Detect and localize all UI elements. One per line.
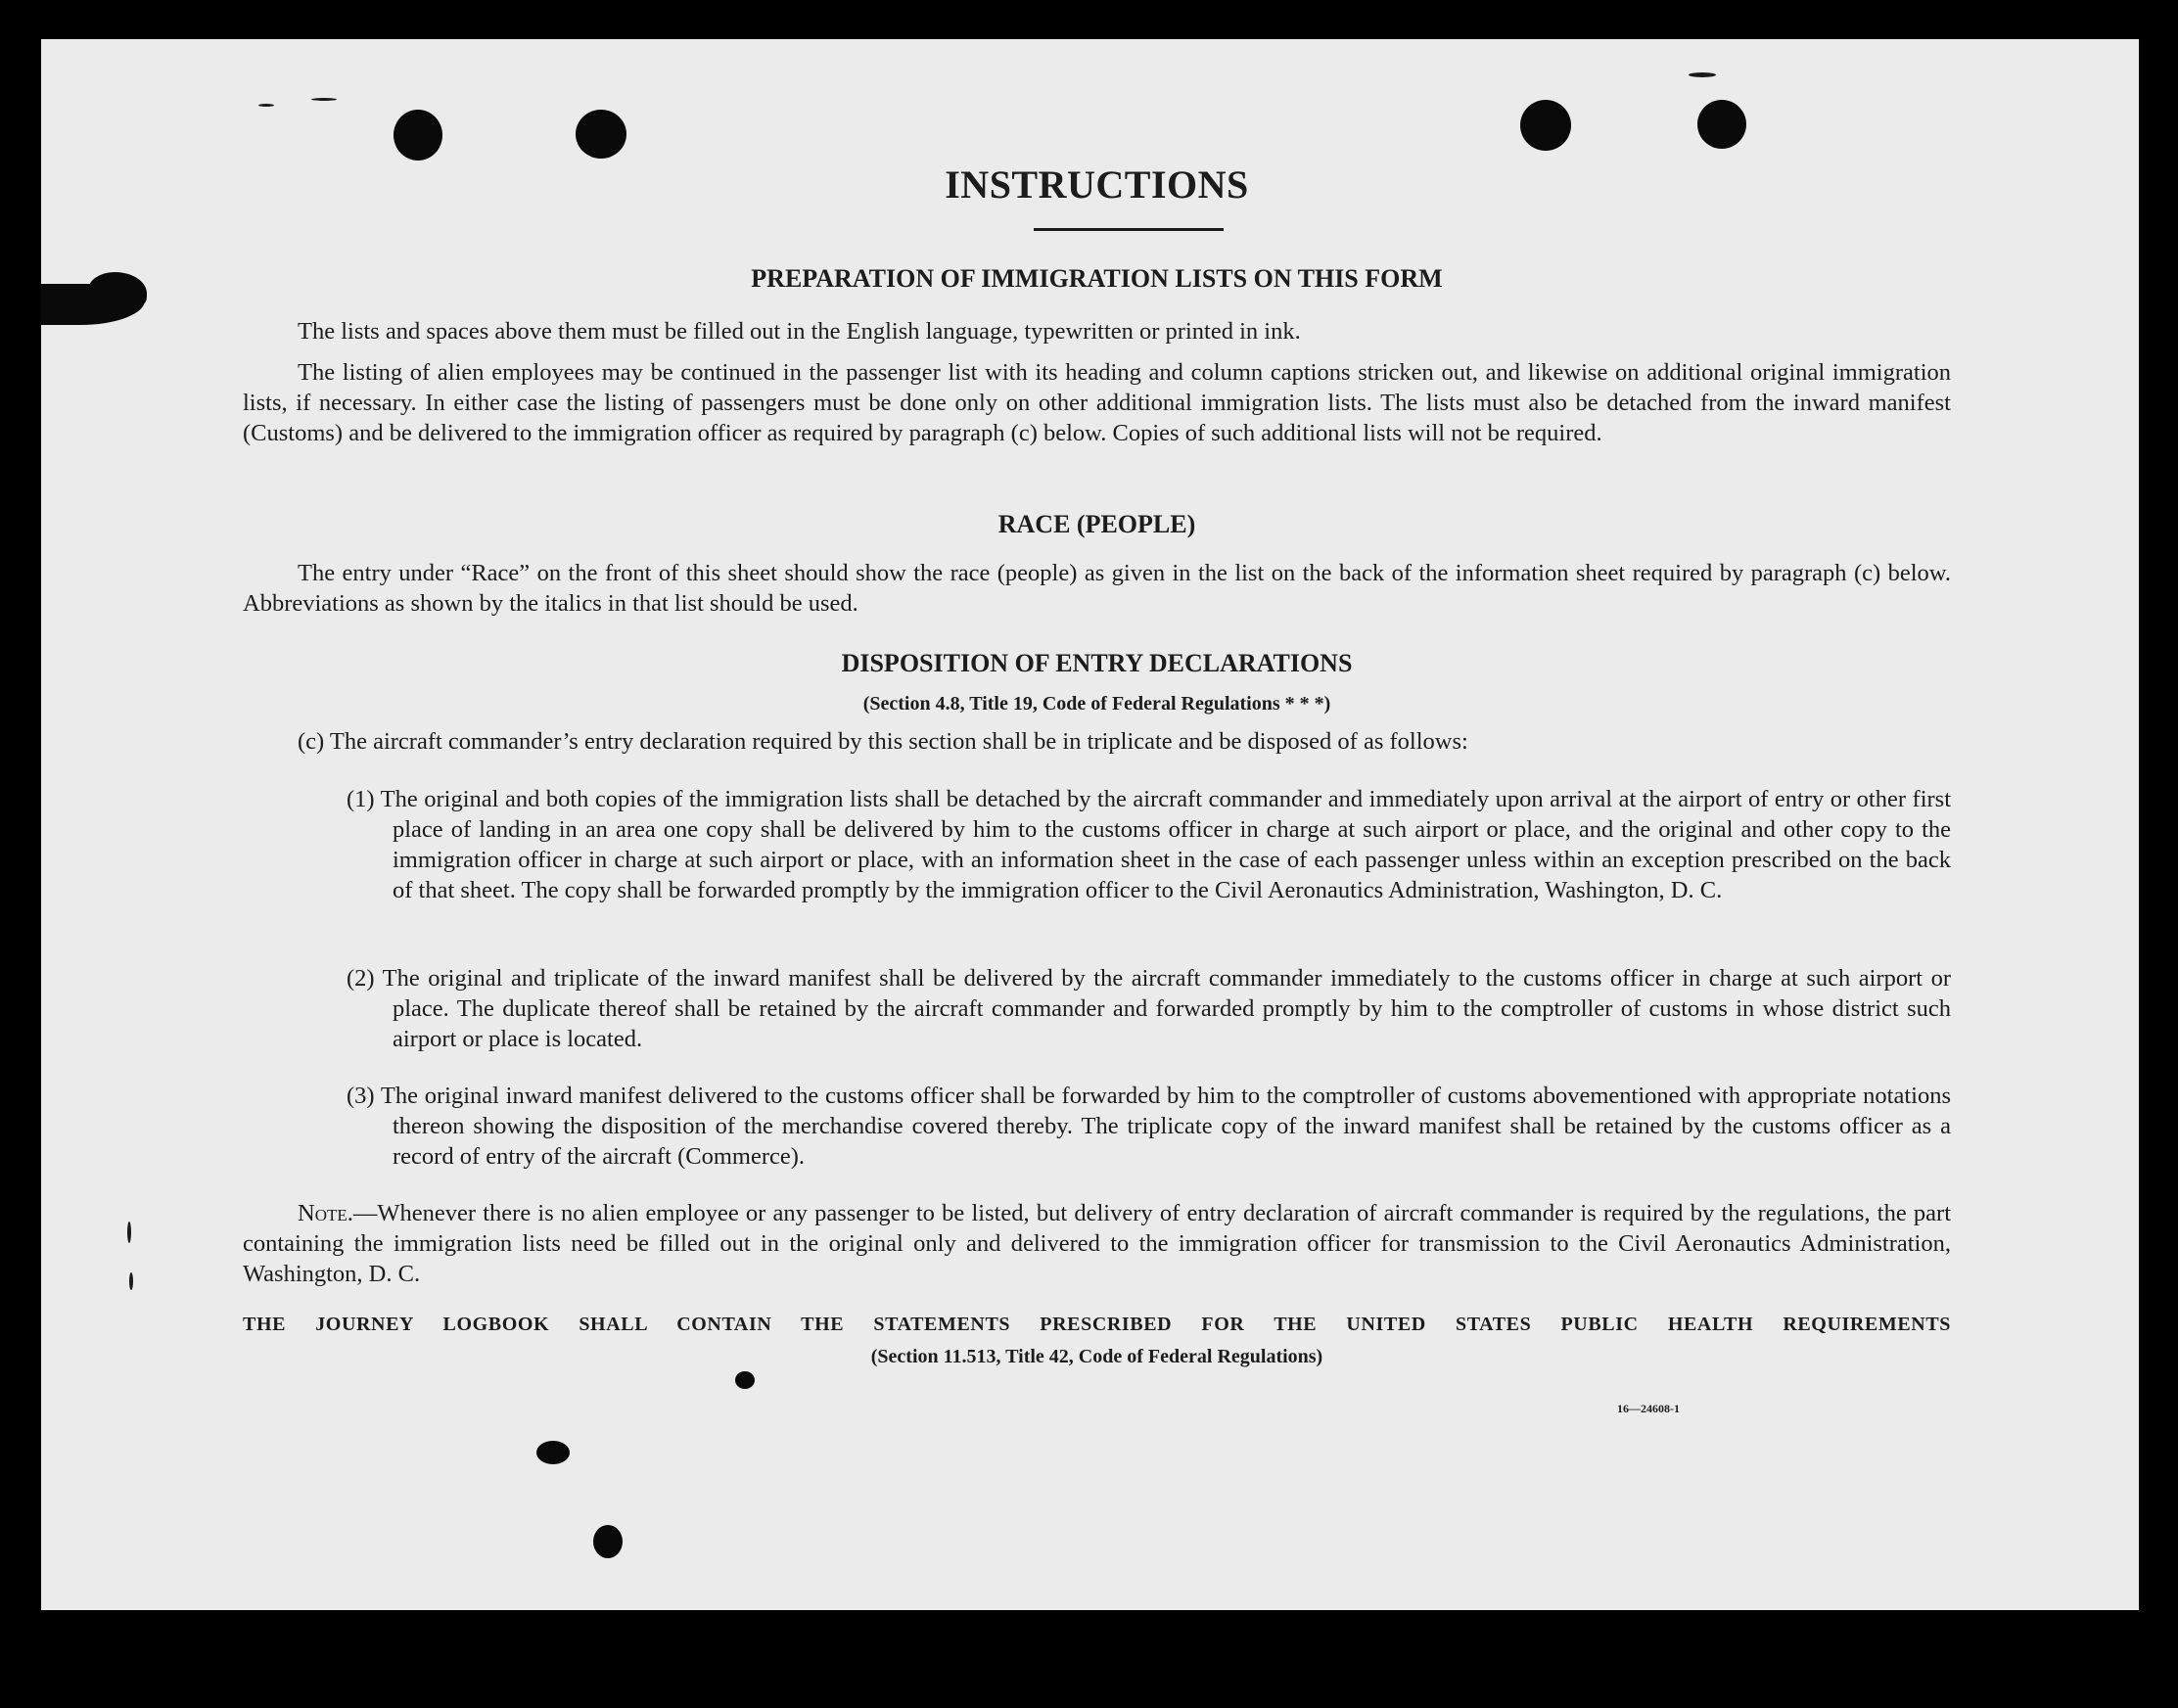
note-text: —Whenever there is no alien employee or any passenger to be listed, but delivery of entry declaration of aircraft commander is required by the regulations, the part containing the immigration lists need be filled out in the original only and delivered to the immigration officer for transmission to the Civil Aeronautics Administration, Washington, D. C. <box>243 1200 1951 1287</box>
disposition-item-2: (2) The original and triplicate of the inward manifest shall be delivered by the aircraft commander immediately to the customs officer in charge at such airport or place. The duplicate thereof shall be retained by the aircraft commander and forwarded promptly by him to the comptroller of customs in whose district such airport or place is located. <box>347 965 1951 1052</box>
heading-disposition: DISPOSITION OF ENTRY DECLARATIONS <box>841 649 1353 677</box>
punch-hole <box>536 1441 570 1464</box>
punch-hole <box>593 1525 623 1558</box>
speck <box>129 1272 133 1290</box>
disposition-item-3: (3) The original inward manifest delivered to the customs officer shall be forwarded by him to the comptroller of customs abovementioned with appropriate notations thereon showing the disposition of the merchandise covered thereby. The triplicate copy of the inward manifest shall be retained by the customs officer as a record of entry of the aircraft (Commerce). <box>347 1083 1951 1170</box>
race-paragraph: The entry under “Race” on the front of this sheet should show the race (people) as given in the list on the back of the information sheet required by paragraph (c) below. Abbreviations as shown by the italics in that list should be used. <box>243 560 1951 617</box>
speck <box>127 1222 131 1243</box>
preparation-paragraph-1: The lists and spaces above them must be filled out in the English language, typewritten or printed in ink. <box>298 318 1301 345</box>
punch-hole <box>735 1371 755 1389</box>
note-label: Note. <box>298 1200 353 1226</box>
form-number: 16—24608-1 <box>1617 1402 1680 1415</box>
disposition-citation: (Section 4.8, Title 19, Code of Federal Regulations * * *) <box>862 693 1331 715</box>
ink-blot <box>88 272 147 311</box>
document-sheet <box>41 39 2139 1610</box>
note-paragraph <box>243 1198 1951 1289</box>
title-underline <box>1034 228 1224 231</box>
punch-hole <box>1697 100 1746 149</box>
disposition-item-1: (1) The original and both copies of the immigration lists shall be detached by the aircraft commander and immediately upon arrival at the airport of entry or other first place of landing in an area one copy shall be delivered by him to the customs officer in charge at such airport or place, and the original and other copy to the immigration officer in charge at such airport or place, with an information sheet in the case of each passenger unless within an exception prescribed on the back of that sheet. The copy shall be forwarded promptly by the immigration officer to the Civil Aeronautics Administration, Washington, D. C. <box>347 786 1951 903</box>
punch-hole <box>394 110 442 161</box>
health-statement: THE JOURNEY LOGBOOK SHALL CONTAIN THE STATEMENTS PRESCRIBED FOR THE UNITED STATES PUBLIC HEALTH REQUIREMENTS <box>243 1314 1951 1335</box>
speck <box>258 104 274 107</box>
disposition-intro: (c) The aircraft commander’s entry declaration required by this section shall be in triplicate and be disposed of as follows: <box>298 728 1468 755</box>
heading-race: RACE (PEOPLE) <box>997 510 1196 538</box>
speck <box>1689 72 1716 77</box>
preparation-paragraph-2: The listing of alien employees may be continued in the passenger list with its heading and column captions stricken out, and likewise on additional original immigration lists, if necessary. In either case the listing of passengers must be done only on other additional immigration lists. The lists must also be detached from the inward manifest (Customs) and be delivered to the immigration officer as required by paragraph (c) below. Copies of such additional lists will not be required. <box>243 359 1951 446</box>
page-title: INSTRUCTIONS <box>945 162 1249 207</box>
health-citation: (Section 11.513, Title 42, Code of Federal Regulations) <box>870 1346 1323 1367</box>
punch-hole <box>1520 100 1571 151</box>
speck <box>311 98 337 101</box>
punch-hole <box>576 110 626 159</box>
heading-preparation: PREPARATION OF IMMIGRATION LISTS ON THIS FORM <box>751 264 1443 293</box>
